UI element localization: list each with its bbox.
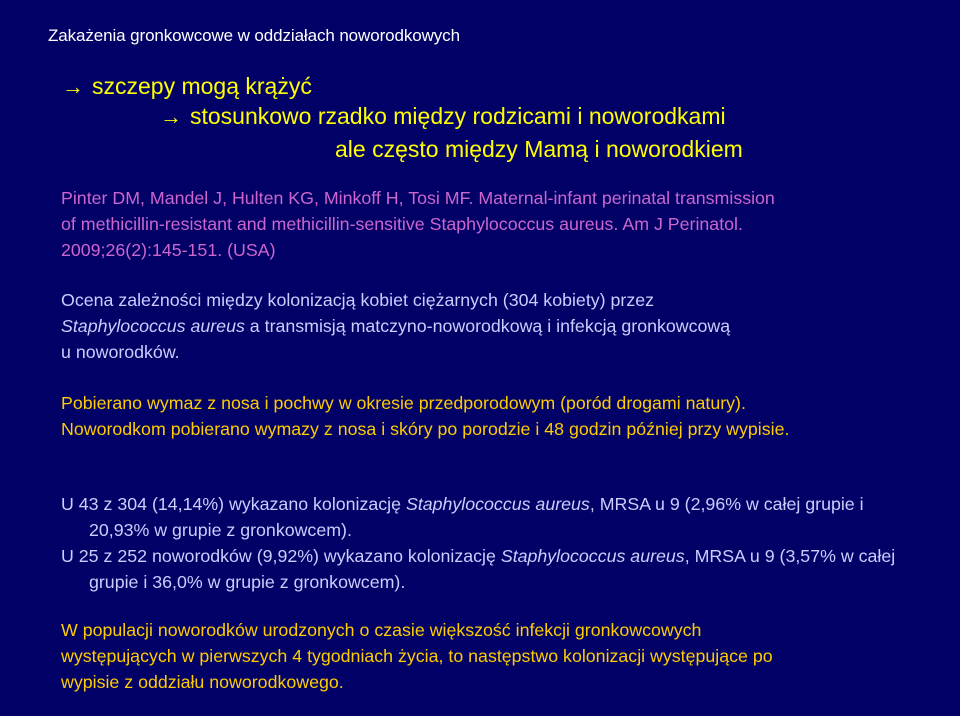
conclusion-line: wypisie z oddziału noworodkowego. [61, 672, 344, 692]
sampling-mothers: Pobierano wymaz z nosa i pochwy w okresie przedporodowym (poród drogami natury). [61, 393, 746, 413]
species-name: Staphylococcus aureus [405, 494, 590, 514]
sampling-newborns: Noworodkom pobierano wymazy z nosa i skóry po porodzie i 48 godzin później przy wypisie. [61, 419, 790, 439]
species-name: Staphylococcus aureus [500, 546, 685, 566]
study-line: Staphylococcus aureus a transmisją matczyno-noworodkową i infekcją gronkowcową [61, 316, 731, 336]
study-line: u noworodków. [61, 342, 180, 362]
reference-line: 2009;26(2):145-151. (USA) [61, 240, 276, 260]
species-name: Staphylococcus aureus [61, 316, 245, 336]
arrow-right-icon: → [62, 74, 84, 99]
bullet-level-2-text: stosunkowo rzadko między rodzicami i noworodkami [190, 103, 726, 129]
arrow-right-icon: → [160, 104, 182, 129]
reference-line: of methicillin-resistant and methicillin-sensitive Staphylococcus aureus. Am J Perinatol. [61, 214, 743, 234]
study-line: Ocena zależności między kolonizacją kobiet ciężarnych (304 kobiety) przez [61, 290, 654, 310]
bullet-level-2 [160, 103, 726, 130]
result-mothers: U 43 z 304 (14,14%) wykazano kolonizację Staphylococcus aureus, MRSA u 9 (2,96% w całej grupie i 20,93% w grupie z gronkowcem). [61, 494, 864, 540]
bullet-level-1 [62, 73, 312, 100]
slide-title: Zakażenia gronkowcowe w oddziałach noworodkowych [48, 26, 460, 45]
reference-line: Pinter DM, Mandel J, Hulten KG, Minkoff H, Tosi MF. Maternal-infant perinatal transmission [61, 188, 775, 208]
reference-citation [61, 185, 921, 263]
conclusion [61, 617, 921, 695]
study-description [61, 287, 921, 365]
conclusion-line: występujących w pierwszych 4 tygodniach życia, to następstwo kolonizacji występujące po [61, 646, 773, 666]
sampling-description [61, 390, 921, 442]
bullet-level-3: ale często między Mamą i noworodkiem [335, 136, 743, 162]
results [61, 491, 921, 595]
conclusion-line: W populacji noworodków urodzonych o czasie większość infekcji gronkowcowych [61, 620, 702, 640]
bullet-level-1-text: szczepy mogą krążyć [92, 73, 312, 99]
result-newborns: U 25 z 252 noworodków (9,92%) wykazano kolonizację Staphylococcus aureus, MRSA u 9 (3,57% w całej grupie i 36,0% w grupie z gronkowcem). [61, 546, 896, 592]
